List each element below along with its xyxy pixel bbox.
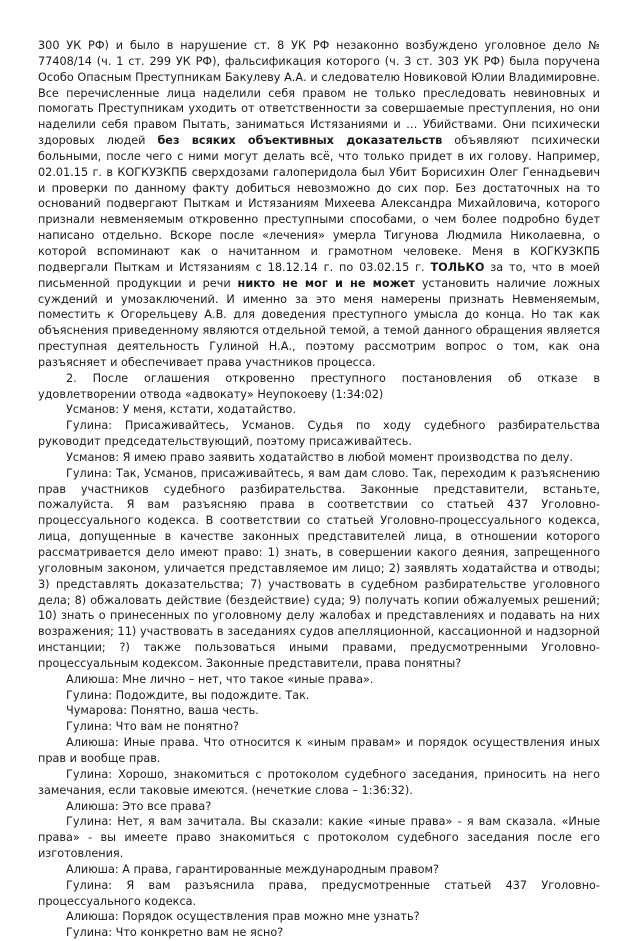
bold-phrase: без всяких объективных доказательств <box>157 134 443 148</box>
dialogue-line: Гулина: Подождите, вы подождите. Так. <box>66 688 310 702</box>
dialogue-line: Гулина: Нет, я вам зачитала. Вы сказали: какие «иные права» - я вам сказала. «Иные права» - вы имеете право знакомиться с протоколом судебного заседания после его изготовления. <box>38 815 600 861</box>
dialogue-line: Гулина: Присаживайтесь, Усманов. Судья по ходу судебного разбирательства руководит председательствующий, поэтому присаживайтесь. <box>38 419 600 449</box>
document-page <box>38 38 600 941</box>
bold-phrase: никто не мог и не может <box>237 276 415 290</box>
dialogue-line: Алиюша: А права, гарантированные международным правом? <box>66 862 439 876</box>
text-run: объявляют психически больными, после чего с ними могут делать всё, что только придет в их голову. Например, 02.01.15 г. в КОГКУЗКПБ сверхдозами галоперидола был Убит Борисихин Олег Геннадьевич и проверки по данному факту добиться невозможно до сих пор. Без достаточных на то оснований подвергают Пыткам и Истязаниям Михеева Александра Михайловича, которого признали невменяемым откровенно преступными способами, о чем более подробно будет написано отдельно. Вскоре после «лечения» умерла Тигунова Людмила Николаевна, о которой вспоминают как о начитанном и грамотном человеке. Меня в КОГКУЗКПБ подвергали Пыткам и Истязаниям с 18.12.14 г. по 03.02.15 г. <box>38 134 600 274</box>
text-run: установить наличие ложных суждений и умозаключений. И именно за это меня намерены признать Невменяемым, поместить к Огорельцеву А.В. для доведения преступного умысла до конца. Но так как объяснения приведенному являются отдельной темой, а темой данного обращения является преступная деятельность Гулиной Н.А., поэтому рассмотрим вопрос о том, как она разъясняет и обеспечивает права участников процесса. <box>38 276 600 369</box>
paragraph-section-2: 2. После оглашения откровенно преступного постановления об отказе в удовлетворении отвода «адвокату» Неупокоеву (1:34:02) <box>38 371 600 401</box>
dialogue-line: Усманов: У меня, кстати, ходатайство. <box>66 403 297 417</box>
dialogue-line: Алиюша: Это все права? <box>66 799 212 813</box>
dialogue-line: Чумарова: Понятно, ваша честь. <box>66 704 259 718</box>
dialogue-line: Алиюша: Мне лично – нет, что такое «иные права». <box>66 672 374 686</box>
dialogue-line: Алиюша: Иные права. Что относится к «иным правам» и порядок осуществления иных прав и вообще прав. <box>38 736 600 765</box>
dialogue-line: Гулина: Я вам разъяснила права, предусмотренные статьей 437 Уголовно-процессуального кодекса. <box>38 878 600 908</box>
dialogue-line: Гулина: Хорошо, знакомиться с протоколом судебного заседания, приносить на него замечания, если таковые имеются. (нечеткие слова – 1:36:32). <box>38 767 600 797</box>
dialogue-line: Гулина: Что вам не понятно? <box>66 720 239 734</box>
dialogue-line: Усманов: Я имею право заявить ходатайство в любой момент производства по делу. <box>66 450 574 464</box>
dialogue-line: Алиюша: Порядок осуществления прав можно мне узнать? <box>66 910 420 924</box>
text-run: за то, что в моей письменной продукции и речи <box>38 260 600 290</box>
paragraph-intro <box>38 38 600 371</box>
bold-phrase: ТОЛЬКО <box>430 260 485 274</box>
dialogue-line: Гулина: Что конкретно вам не ясно? <box>66 926 284 940</box>
text-run: 300 УК РФ) и было в нарушение ст. 8 УК РФ незаконно возбуждено уголовное дело № 77408/14 (ч. 1 ст. 299 УК РФ), фальсификация которого (ч. 3 ст. 303 УК РФ) была поручена Особо Опасным Преступникам Бакулеву А.А. и следователю Новиковой Юлии Владимировне. Все перечисленные лица наделили себя правом не только преследовать невиновных и помогать Преступникам уходить от ответственности за совершаемые преступления, но они наделили себя правом Пытать, заниматься Истязаниями и … Убийствами. Они психически здоровых людей <box>38 39 600 148</box>
dialogue-line: Гулина: Так, Усманов, присаживайтесь, я вам дам слово. Так, переходим к разъяснению прав участников судебного разбирательства. Законные представители, встаньте, пожалуйста. Я вам разъясняю права в соответствии со статьей 437 Уголовно-процессуального кодекса. В соответствии со статьей Уголовно-процессуального кодекса, лица, допущенные в качестве законных представителей лица, в отношении которого рассматривается дело имеют право: 1) знать, в совершении какого деяния, запрещенного уголовным законом, уличается представляемое им лицо; 2) заявлять ходатайства и отводы; 3) представлять доказательства; 7) участвовать в судебном разбирательстве уголовного дела; 8) обжаловать действие (бездействие) суда; 9) получать копии обжалуемых решений; 10) знать о принесенных по уголовному делу жалобах и представлениях и подавать на них возражения; 11) участвовать в заседаниях судов апелляционной, кассационной и надзорной инстанции; ?) также пользоваться иными правами, предусмотренными Уголовно-процессуальным кодексом. Законные представители, права понятны? <box>38 466 600 670</box>
